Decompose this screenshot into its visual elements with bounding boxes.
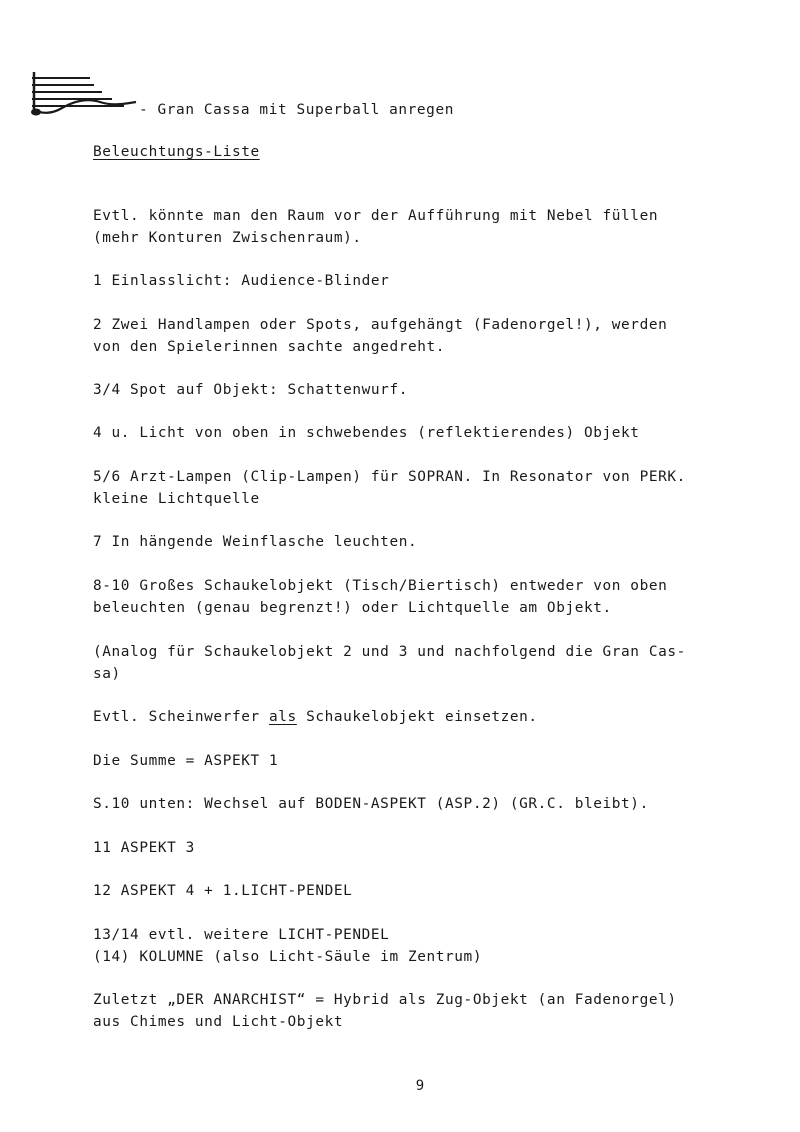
summe-line: Die Summe = ASPEKT 1: [93, 753, 279, 769]
analog-note-line-2: sa): [93, 666, 121, 682]
list-item-5-6-line-2: kleine Lichtquelle: [93, 491, 260, 507]
analog-note-line-1: (Analog für Schaukelobjekt 2 und 3 und nachfolgend die Gran Cas-: [93, 644, 686, 660]
list-item-13-14-line-1: 13/14 evtl. weitere LICHT-PENDEL: [93, 927, 390, 943]
zuletzt-line-1: Zuletzt „DER ANARCHIST“ = Hybrid als Zug-Objekt (an Fadenorgel): [93, 992, 677, 1008]
section-heading: Beleuchtungs-Liste: [93, 144, 260, 160]
scheinwerfer-line: [93, 706, 538, 728]
s10-line: S.10 unten: Wechsel auf BODEN-ASPEKT (ASP.2) (GR.C. bleibt).: [93, 796, 649, 812]
list-item-8-10-line-1: 8-10 Großes Schaukelobjekt (Tisch/Biertisch) entweder von oben: [93, 578, 668, 594]
zuletzt-line-2: aus Chimes und Licht-Objekt: [93, 1014, 344, 1030]
page-number: 9: [415, 1078, 425, 1094]
list-item-1: 1 Einlasslicht: Audience-Blinder: [93, 273, 390, 289]
list-item-3-4: 3/4 Spot auf Objekt: Schattenwurf.: [93, 382, 408, 398]
list-item-2-line-2: von den Spielerinnen sachte angedreht.: [93, 339, 446, 355]
list-item-4u: 4 u. Licht von oben in schwebendes (reflektierendes) Objekt: [93, 425, 640, 441]
list-item-5-6-line-1: 5/6 Arzt-Lampen (Clip-Lampen) für SOPRAN. In Resonator von PERK.: [93, 469, 686, 485]
list-item-8-10-line-2: beleuchten (genau begrenzt!) oder Lichtquelle am Objekt.: [93, 600, 612, 616]
list-item-2-line-1: 2 Zwei Handlampen oder Spots, aufgehängt (Fadenorgel!), werden: [93, 317, 668, 333]
scheinwerfer-text-pre: Evtl. Scheinwerfer: [93, 709, 270, 725]
list-item-13-14-line-2: (14) KOLUMNE (also Licht-Säule im Zentrum): [93, 949, 483, 965]
scheinwerfer-text-underlined: als: [269, 709, 297, 725]
intro-line-1: Evtl. könnte man den Raum vor der Aufführung mit Nebel füllen: [93, 208, 659, 224]
list-item-11: 11 ASPEKT 3: [93, 840, 195, 856]
list-item-12: 12 ASPEKT 4 + 1.LICHT-PENDEL: [93, 883, 353, 899]
cue-line: - Gran Cassa mit Superball anregen: [139, 102, 454, 118]
intro-line-2: (mehr Konturen Zwischenraum).: [93, 230, 362, 246]
list-item-7: 7 In hängende Weinflasche leuchten.: [93, 534, 418, 550]
music-staff-notation-icon: [28, 68, 140, 118]
scheinwerfer-text-post: Schaukelobjekt einsetzen.: [296, 709, 538, 725]
